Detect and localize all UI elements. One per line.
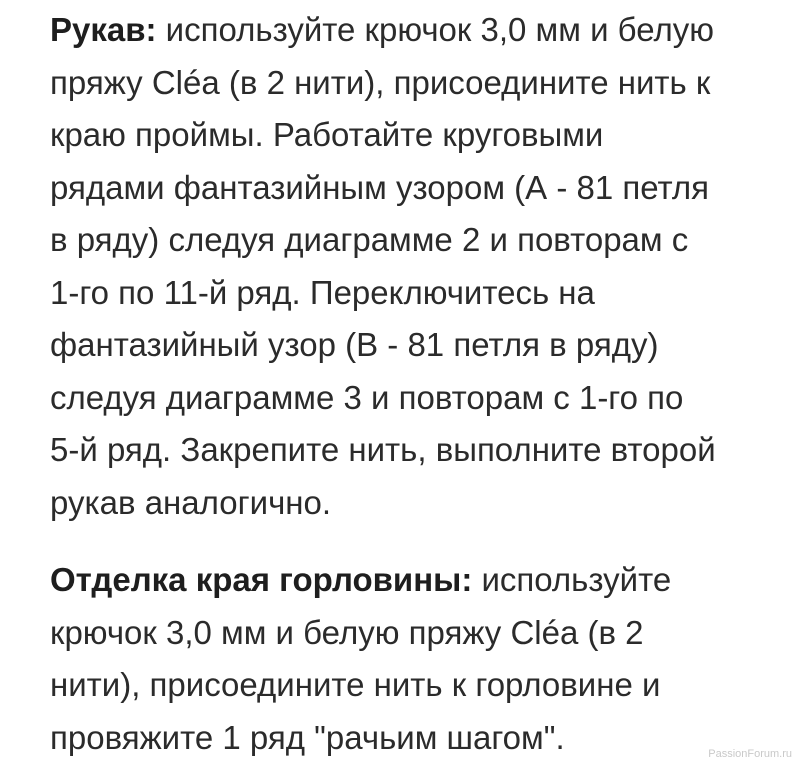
- sleeve-paragraph: [50, 4, 770, 529]
- text-line: Рукав: используйте крючок 3,0 мм и белую: [50, 11, 714, 48]
- text-line: краю проймы. Работайте круговыми: [50, 116, 604, 153]
- text-line: Отделка края горловины: используйте: [50, 561, 672, 598]
- sleeve-heading: Рукав:: [50, 11, 157, 48]
- text-line: крючок 3,0 мм и белую пряжу Cléa (в 2: [50, 613, 644, 651]
- neckline-paragraph: [50, 554, 770, 764]
- neckline-heading: Отделка края горловины:: [50, 561, 473, 598]
- text-line: нити), присоедините нить к горловине и: [50, 666, 661, 703]
- text-line: фантазийный узор (В - 81 петля в ряду): [50, 326, 659, 363]
- text-line: 1-го по 11-й ряд. Переключитесь на: [50, 273, 595, 311]
- watermark: PassionForum.ru: [708, 748, 792, 760]
- text-line: в ряду) следуя диаграмме 2 и повторам с: [50, 221, 689, 258]
- text-line: 5-й ряд. Закрепите нить, выполните второй: [50, 431, 716, 468]
- text-line: пряжу Cléa (в 2 нити), присоедините нить к: [50, 63, 711, 101]
- text-line: провяжите 1 ряд "рачьим шагом".: [50, 718, 565, 756]
- text-line: рукав аналогично.: [50, 483, 332, 521]
- text-line: рядами фантазийным узором (А - 81 петля: [50, 168, 710, 206]
- text-line: следуя диаграмме 3 и повторам с 1-го по: [50, 378, 684, 416]
